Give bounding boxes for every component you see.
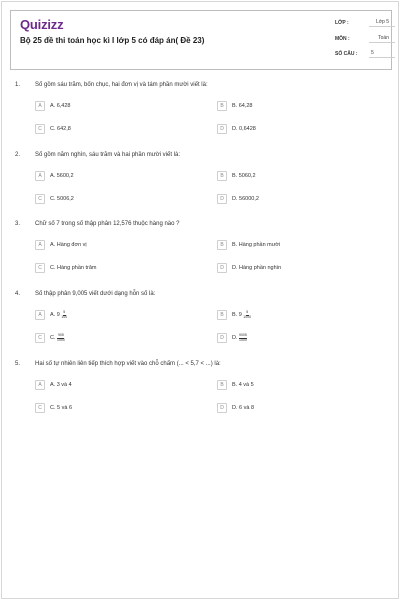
option-text: A. Hàng đơn vị (50, 242, 87, 248)
meta-value-subject: Toán (369, 35, 395, 43)
fraction-numerator: 905 (57, 333, 64, 337)
question-1-number: 1. (15, 82, 21, 88)
fraction-numerator: 9005 (239, 333, 247, 337)
option-letter-box: A (35, 310, 45, 320)
question-2-option-d[interactable] (217, 193, 259, 205)
question-5-number: 5. (15, 361, 21, 367)
option-prefix: D. (232, 335, 238, 341)
question-5-option-a[interactable] (35, 379, 72, 391)
option-letter-box: A (35, 240, 45, 250)
question-4-option-a[interactable] (35, 309, 68, 321)
option-letter-box: D (217, 263, 227, 273)
option-text: D. 56000,2 (232, 196, 259, 202)
option-prefix: B. 9 (232, 312, 242, 318)
option-letter-box: B (217, 310, 227, 320)
meta-label-grade: LỚP : (335, 20, 349, 26)
option-text: C. Hàng phần trăm (50, 265, 97, 271)
question-5-text: Hai số tự nhiên liên tiếp thích hợp viết vào chỗ chấm (... < 5,7 < ...) là: (35, 361, 221, 367)
question-4-option-b[interactable] (217, 309, 252, 321)
option-text: C. 5 và 6 (50, 405, 73, 411)
question-1-option-a[interactable] (35, 100, 71, 112)
option-text (50, 334, 65, 342)
question-1-text: Số gồm sáu trăm, bốn chục, hai đơn vị và tám phần mười viết là: (35, 82, 208, 88)
question-1-option-c[interactable] (35, 123, 71, 135)
option-letter-box: D (217, 124, 227, 134)
question-4-option-d[interactable] (217, 332, 247, 344)
meta-label-subject: MÔN : (335, 36, 350, 42)
worksheet-header (10, 10, 392, 70)
option-letter-box: C (35, 194, 45, 204)
option-letter-box: A (35, 171, 45, 181)
question-2-option-a[interactable] (35, 170, 74, 182)
question-4-text: Số thập phân 9,005 viết dưới dạng hỗn số là: (35, 291, 156, 297)
question-1-option-b[interactable] (217, 100, 253, 112)
fraction-denominator: 1000 (239, 337, 247, 342)
option-letter-box: C (35, 333, 45, 343)
question-2-option-c[interactable] (35, 193, 74, 205)
option-letter-box: D (217, 403, 227, 413)
question-3-option-d[interactable] (217, 262, 281, 274)
option-text: C. 642,8 (50, 126, 71, 132)
option-text: B. Hàng phần mười (232, 242, 281, 248)
worksheet-title: Bộ 25 đề thi toán học kì I lớp 5 có đáp án( Đề 23) (20, 36, 205, 45)
meta-value-question-count: 5 (369, 50, 395, 58)
question-5-option-d[interactable] (217, 402, 254, 414)
option-text (232, 334, 247, 342)
fraction-denominator: 100 (61, 314, 68, 319)
option-letter-box: D (217, 194, 227, 204)
worksheet-page (1, 1, 399, 599)
fraction (239, 334, 248, 342)
question-3-option-b[interactable] (217, 239, 280, 251)
question-2-text: Số gồm năm nghìn, sáu trăm và hai phần mười viết là: (35, 152, 181, 158)
meta-value-grade: Lớp 5 (369, 19, 395, 27)
option-letter-box: B (217, 171, 227, 181)
option-letter-box: B (217, 240, 227, 250)
question-3-text: Chữ số 7 trong số thập phân 12,576 thuộc hàng nào ? (35, 221, 180, 227)
option-text: A. 6,428 (50, 103, 71, 109)
question-4-option-c[interactable] (35, 332, 65, 344)
question-4-number: 4. (15, 291, 21, 297)
option-text (50, 311, 68, 319)
question-5-option-b[interactable] (217, 379, 254, 391)
question-1-option-d[interactable] (217, 123, 256, 135)
option-text: A. 3 và 4 (50, 382, 72, 388)
option-letter-box: B (217, 380, 227, 390)
fraction (61, 311, 68, 319)
fraction-denominator: 1000 (57, 337, 65, 342)
option-text: B. 64,28 (232, 103, 253, 109)
option-text: B. 5060,2 (232, 173, 256, 179)
option-text: D. 6 và 8 (232, 405, 255, 411)
option-text: B. 4 và 5 (232, 382, 254, 388)
question-3-option-c[interactable] (35, 262, 96, 274)
option-prefix: A. 9 (50, 312, 60, 318)
meta-label-question-count: SỐ CÂU : (335, 51, 358, 57)
option-letter-box: C (35, 263, 45, 273)
quizizz-logo: Quizizz (20, 17, 64, 32)
fraction-denominator: 1000 (243, 314, 252, 319)
option-letter-box: B (217, 101, 227, 111)
question-2-option-b[interactable] (217, 170, 256, 182)
question-3-option-a[interactable] (35, 239, 87, 251)
fraction-numerator: 5 (246, 310, 249, 314)
option-letter-box: C (35, 403, 45, 413)
option-text: A. 5600,2 (50, 173, 74, 179)
option-letter-box: C (35, 124, 45, 134)
option-text: C. 5006,2 (50, 196, 74, 202)
question-5-option-c[interactable] (35, 402, 72, 414)
option-letter-box: A (35, 380, 45, 390)
option-text: D. Hàng phần nghìn (232, 265, 282, 271)
fraction-numerator: 5 (63, 310, 66, 314)
option-text (232, 311, 252, 319)
fraction (243, 311, 252, 319)
option-prefix: C. (50, 335, 56, 341)
option-letter-box: D (217, 333, 227, 343)
fraction (57, 334, 66, 342)
question-2-number: 2. (15, 152, 21, 158)
option-letter-box: A (35, 101, 45, 111)
question-3-number: 3. (15, 221, 21, 227)
option-text: D. 0,6428 (232, 126, 256, 132)
